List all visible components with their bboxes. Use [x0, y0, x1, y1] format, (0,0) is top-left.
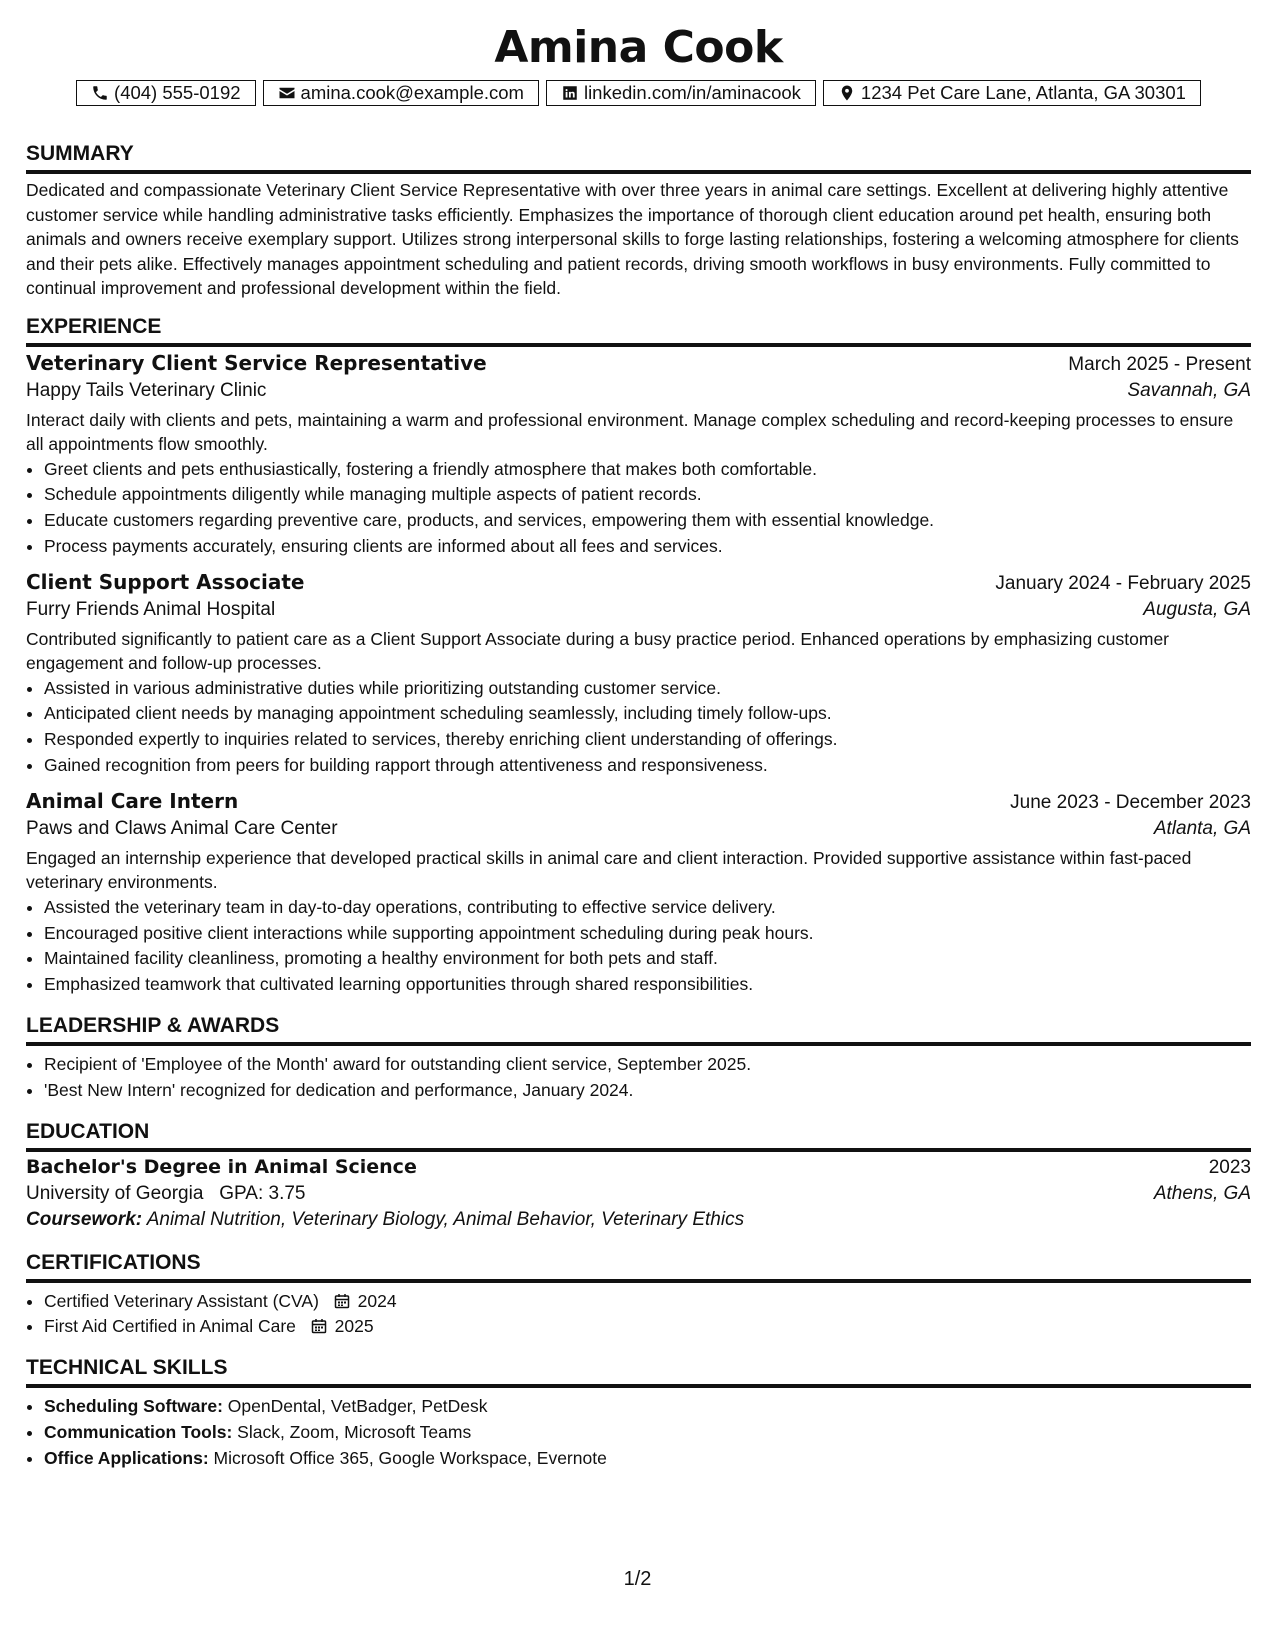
calendar-icon: [334, 1293, 350, 1309]
graduation-year: 2023: [1208, 1156, 1251, 1178]
job-header: [26, 789, 1251, 814]
section-title-skills: TECHNICAL SKILLS: [26, 1354, 1251, 1388]
list-item: [44, 1394, 1251, 1420]
list-item: • Gained recognition from peers for building rapport through attentiveness and responsiveness.: [44, 753, 1251, 779]
skills-section: [26, 1354, 1251, 1471]
job-title: Client Support Associate: [26, 569, 305, 594]
candidate-name: Amina Cook: [494, 22, 783, 73]
list-item: • 'Best New Intern' recognized for dedication and performance, January 2024.: [44, 1078, 1251, 1104]
list-item: [44, 1420, 1251, 1446]
job-bullets: [26, 676, 1251, 779]
certifications-section: [26, 1249, 1251, 1341]
summary-text: Dedicated and compassionate Veterinary Client Service Representative with over three years in animal care settings. Excellent at delivering highly attentive customer service while handling administrative tasks efficiently. Emphasizes the importance of thorough client education around pet health, ensuring both animals and owners receive exemplary support. Utilizes strong interpersonal skills to forge lasting relationships, fostering a welcoming atmosphere for clients and their pets alike. Effectively manages appointment scheduling and patient records, driving smooth workflows in busy environments. Fully committed to continual improvement and professional development within the field.: [26, 180, 1239, 298]
awards-section: [26, 1012, 1251, 1104]
job-title: Veterinary Client Service Representative: [26, 350, 487, 375]
job-bullets: [26, 457, 1251, 560]
page-number: 1/2: [623, 1568, 652, 1590]
gpa: GPA: 3.75: [219, 1182, 306, 1204]
education-header: [26, 1156, 1251, 1179]
job-title: Animal Care Intern: [26, 788, 239, 813]
job-header: [26, 351, 1251, 376]
job-subheader: [26, 380, 1251, 402]
job-description: Engaged an internship experience that developed practical skills in animal care and client interaction. Provided supportive assistance within fast-paced veterinary environments.: [26, 847, 1192, 893]
certification-name: First Aid Certified in Animal Care: [44, 1316, 296, 1337]
skill-values: Microsoft Office 365, Google Workspace, Evernote: [213, 1447, 607, 1468]
experience-section: [26, 313, 1251, 999]
list-item: • Emphasized teamwork that cultivated learning opportunities through shared responsibilities.: [44, 972, 1251, 998]
job-entry: [26, 570, 1251, 779]
coursework-label: Coursework:: [26, 1208, 143, 1230]
list-item: [44, 1314, 1251, 1340]
employer-name: Paws and Claws Animal Care Center: [26, 817, 338, 839]
skill-values: Slack, Zoom, Microsoft Teams: [237, 1422, 472, 1443]
job-description: Contributed significantly to patient care as a Client Support Associate during a busy practice period. Enhanced operations by emphasizing customer engagement and follow-up processes.: [26, 628, 1170, 674]
job-description: Interact daily with clients and pets, maintaining a warm and professional environment. Manage complex scheduling and record-keeping processes to ensure all appointments flow smoothly.: [26, 409, 1234, 454]
job-dates: June 2023 - December 2023: [1010, 791, 1251, 813]
contact-phone: [76, 80, 256, 106]
list-item: [44, 1289, 1251, 1315]
certification-year: 2024: [357, 1290, 397, 1311]
job-location: Augusta, GA: [1143, 598, 1251, 620]
section-title-education: EDUCATION: [26, 1118, 1251, 1152]
skill-category: Scheduling Software:: [44, 1396, 223, 1417]
job-subheader: [26, 818, 1251, 840]
education-subheader: [26, 1183, 1251, 1205]
email-link[interactable]: amina.cook@example.com: [300, 82, 524, 103]
school-location: Athens, GA: [1153, 1182, 1251, 1204]
list-item: • Schedule appointments diligently while managing multiple aspects of patient records.: [44, 482, 1251, 508]
awards-list: [26, 1052, 1251, 1104]
list-item: • Recipient of 'Employee of the Month' award for outstanding client service, September 2025.: [44, 1052, 1251, 1078]
list-item: • Encouraged positive client interactions while supporting appointment scheduling during peak hours.: [44, 921, 1251, 947]
section-title-awards: LEADERSHIP & AWARDS: [26, 1012, 1251, 1046]
map-pin-icon: [838, 84, 856, 102]
section-title-certifications: CERTIFICATIONS: [26, 1249, 1251, 1283]
list-item: • Greet clients and pets enthusiastically, fostering a friendly atmosphere that makes both comfortable.: [44, 457, 1251, 483]
certification-year: 2025: [334, 1316, 374, 1337]
contact-address: [823, 80, 1201, 106]
job-dates: January 2024 - February 2025: [995, 572, 1251, 594]
job-location: Atlanta, GA: [1153, 817, 1251, 839]
school-line: [26, 1183, 306, 1205]
linkedin-icon: [561, 84, 579, 102]
job-location: Savannah, GA: [1127, 379, 1251, 401]
list-item: • Responded expertly to inquiries related to services, thereby enriching client understanding of offerings.: [44, 727, 1251, 753]
skills-list: [26, 1394, 1251, 1471]
education-section: [26, 1118, 1251, 1231]
certification-name: Certified Veterinary Assistant (CVA): [44, 1290, 319, 1311]
school-name: University of Georgia: [26, 1182, 204, 1204]
contact-linkedin[interactable]: [546, 80, 816, 106]
job-entry: [26, 789, 1251, 998]
job-entry: [26, 351, 1251, 560]
contact-bar: [26, 80, 1251, 106]
list-item: • Maintained facility cleanliness, promoting a healthy environment for both pets and staff.: [44, 946, 1251, 972]
list-item: • Assisted the veterinary team in day-to-day operations, contributing to effective service delivery.: [44, 895, 1251, 921]
phone-text: (404) 555-0192: [114, 82, 241, 103]
list-item: • Anticipated client needs by managing appointment scheduling seamlessly, including timely follow-ups.: [44, 701, 1251, 727]
degree-name: Bachelor's Degree in Animal Science: [26, 1155, 417, 1178]
employer-name: Happy Tails Veterinary Clinic: [26, 379, 267, 401]
envelope-icon: [278, 84, 296, 102]
coursework-list: Animal Nutrition, Veterinary Biology, Animal Behavior, Veterinary Ethics: [146, 1208, 745, 1230]
job-bullets: [26, 895, 1251, 998]
skill-category: Communication Tools:: [44, 1422, 233, 1443]
list-item: [44, 1446, 1251, 1472]
calendar-icon: [311, 1318, 327, 1334]
job-header: [26, 570, 1251, 595]
list-item: • Assisted in various administrative duties while prioritizing outstanding customer service.: [44, 676, 1251, 702]
summary-section: [26, 140, 1251, 301]
address-text: 1234 Pet Care Lane, Atlanta, GA 30301: [860, 82, 1186, 103]
linkedin-link[interactable]: linkedin.com/in/aminacook: [583, 82, 801, 103]
list-item: • Process payments accurately, ensuring clients are informed about all fees and services.: [44, 534, 1251, 560]
skill-category: Office Applications:: [44, 1447, 209, 1468]
resume-page: [26, 18, 1251, 1472]
section-title-experience: EXPERIENCE: [26, 313, 1251, 347]
section-title-summary: SUMMARY: [26, 140, 1251, 174]
list-item: • Educate customers regarding preventive care, products, and services, empowering them with essential knowledge.: [44, 508, 1251, 534]
coursework: [26, 1209, 1251, 1231]
certifications-list: [26, 1289, 1251, 1341]
job-subheader: [26, 599, 1251, 621]
skill-values: OpenDental, VetBadger, PetDesk: [227, 1396, 488, 1417]
phone-icon: [91, 84, 109, 102]
employer-name: Furry Friends Animal Hospital: [26, 598, 276, 620]
contact-email[interactable]: [263, 80, 539, 106]
job-dates: March 2025 - Present: [1068, 353, 1251, 375]
